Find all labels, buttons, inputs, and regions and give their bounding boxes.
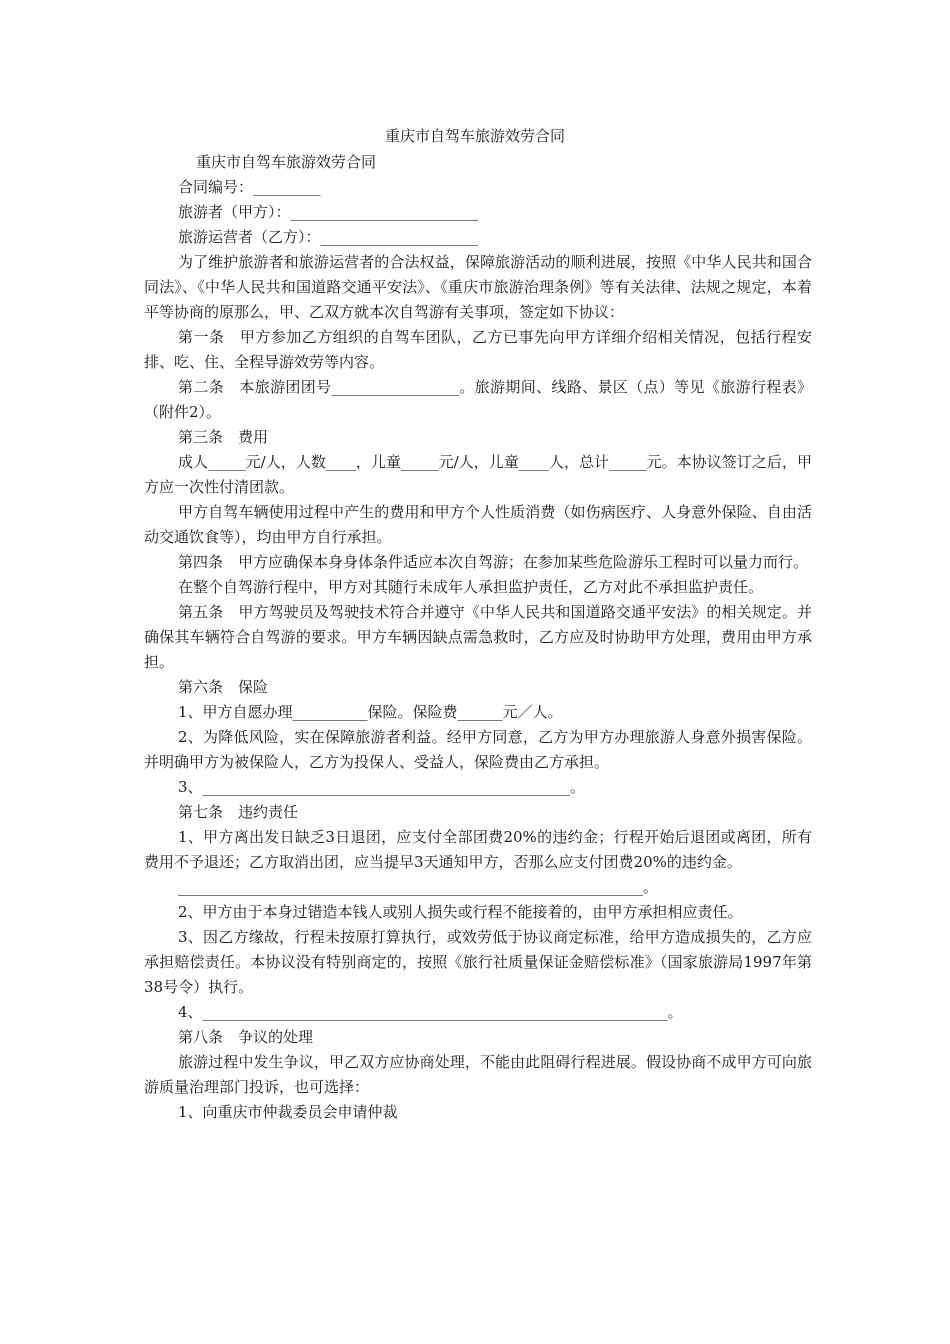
paragraph: 旅游者（甲方）：_________________________ [178, 203, 479, 221]
paragraph: 第七条 违约责任 [178, 803, 299, 821]
paragraph: 为了维护旅游者和旅游运营者的合法权益，保障旅游活动的顺利进展，按照《中华人民共和国合同法》、《中华人民共和国道路交通平安法》、《重庆市旅游治理条例》等有关法律、法规之规定，本着平等协商的原那么，甲、乙双方就本次自驾游有关事项，签定如下协议： [144, 253, 812, 321]
paragraph: ______________________________________________________________。 [178, 878, 659, 896]
paragraph: 旅游过程中发生争议，甲乙双方应协商处理，不能由此阻碍行程进展。假设协商不成甲方可向旅游质量治理部门投诉，也可选择： [144, 1053, 812, 1096]
paragraph: 第三条 费用 [178, 428, 269, 446]
paragraph: 旅游运营者（乙方）：_____________________ [178, 228, 479, 246]
paragraph: 1、甲方自愿办理__________保险。保险费______元／人。 [178, 703, 563, 721]
paragraph: 3、_________________________________________________。 [178, 778, 586, 796]
paragraph: 1、甲方离出发日缺乏3日退团，应支付全部团费20%的违约金；行程开始后退团或离团，所有费用不予退还；乙方取消出团，应当提早3天通知甲方，否那么应支付团费20%的违约金。 [144, 828, 812, 871]
paragraph: 第一条 甲方参加乙方组织的自驾车团队，乙方已事先向甲方详细介绍相关情况，包括行程安排、吃、住、全程导游效劳等内容。 [144, 328, 812, 371]
paragraph: 第六条 保险 [178, 678, 269, 696]
paragraph: 重庆市自驾车旅游效劳合同 [196, 153, 377, 171]
paragraph: 第八条 争议的处理 [178, 1028, 314, 1046]
paragraph: 4、______________________________________________________________。 [178, 1003, 683, 1021]
document-title: 重庆市自驾车旅游效劳合同 [384, 127, 565, 145]
paragraph: 成人_____元/人，人数____，儿童_____元/人，儿童____人，总计_____元。本协议签订之后，甲方应一次性付清团款。 [144, 453, 812, 496]
paragraph: 第五条 甲方驾驶员及驾驶技术符合并遵守《中华人民共和国道路交通平安法》的相关规定。并确保其车辆符合自驾游的要求。甲方车辆因缺点需急救时，乙方应及时协助甲方处理，费用由甲方承担。 [144, 603, 812, 671]
paragraph: 第四条 甲方应确保本身身体条件适应本次自驾游；在参加某些危险游乐工程时可以量力而行。 [178, 553, 809, 571]
paragraph: 2、为降低风险，实在保障旅游者利益。经甲方同意，乙方为甲方办理旅游人身意外损害保险。并明确甲方为被保险人，乙方为投保人、受益人，保险费由乙方承担。 [144, 728, 812, 771]
document-body [144, 150, 812, 1125]
paragraph: 在整个自驾游行程中，甲方对其随行未成年人承担监护责任，乙方对此不承担监护责任。 [178, 578, 764, 596]
paragraph: 1、向重庆市仲裁委员会申请仲裁 [178, 1103, 398, 1121]
paragraph: 2、甲方由于本身过错造本钱人或别人损失或行程不能接着的，由甲方承担相应责任。 [178, 903, 743, 921]
paragraph: 3、因乙方缘故，行程未按原打算执行，或效劳低于协议商定标准，给甲方造成损失的，乙方应承担赔偿责任。本协议没有特别商定的，按照《旅行社质量保证金赔偿标准》（国家旅游局1997年第38号令）执行。 [144, 928, 812, 996]
paragraph: 合同编号：_________ [178, 178, 321, 196]
paragraph: 第二条 本旅游团团号_________________。旅游期间、线路、景区（点）等见《旅游行程表》（附件2）。 [144, 378, 812, 421]
paragraph: 甲方自驾车辆使用过程中产生的费用和甲方个人性质消费（如伤病医疗、人身意外保险、自由活动交通饮食等），均由甲方自行承担。 [144, 503, 812, 546]
